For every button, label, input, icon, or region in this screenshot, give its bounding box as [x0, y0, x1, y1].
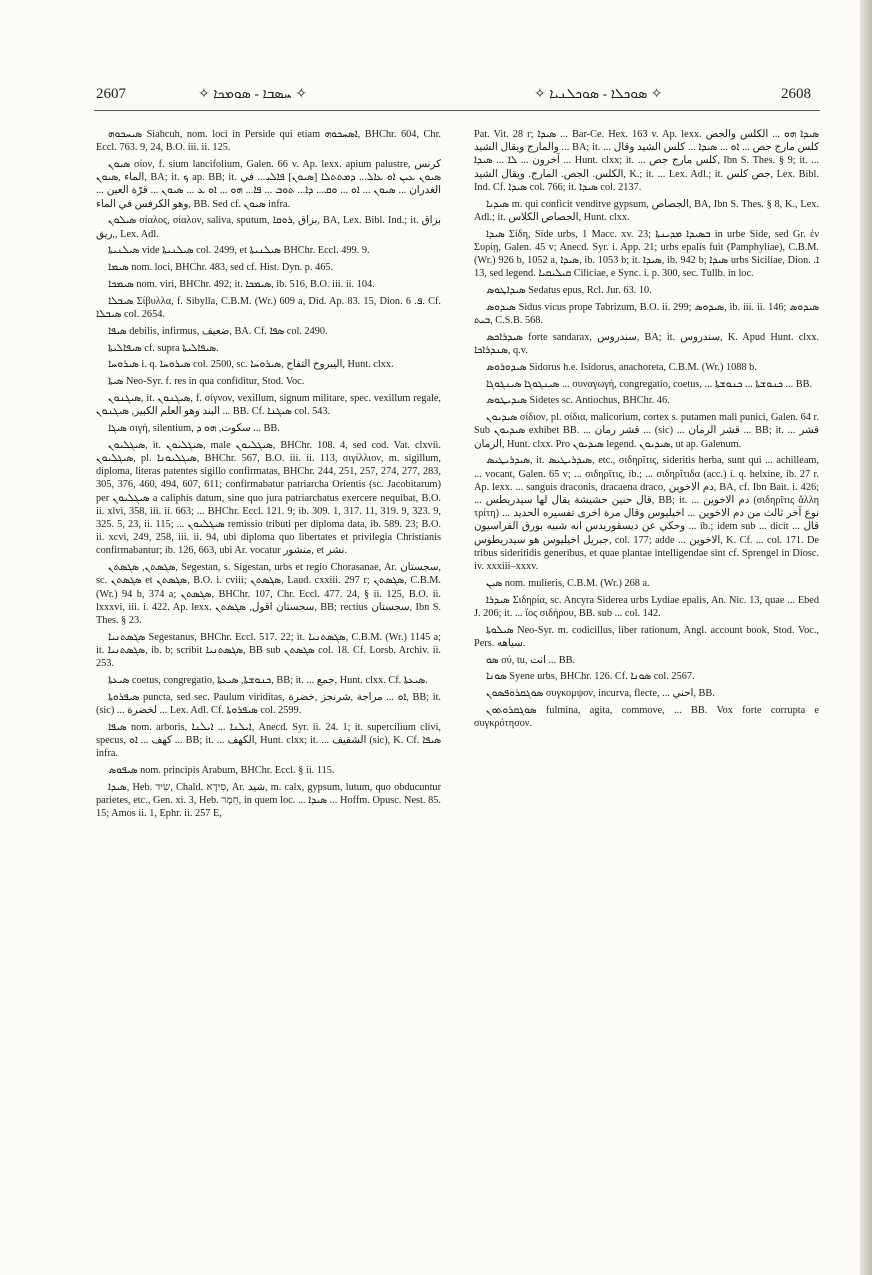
dictionary-entry: ܣܝܢܓܘܓܐ ܣܝܢܓܘܓܐ ... συναγωγή, congregatio, coetus, ... ܟܢܘܫܬܐ ... ܟܢܘܫܬܐ ... BB. [486, 378, 813, 390]
dictionary-entry: ܣܝܓܐ σιγή, silentium, سكوت, ܗܘ ܕ ... BB. [108, 422, 280, 434]
dictionary-entry: ܣܝܘܢ σίον, f. sium lancifolium, Galen. 66 v. Ap. lexx. apium palustre, كرنس الماء ,ܣܝܘܢ, BA; it. ܟ ap. BB; it. ܣܝܘܢ ܥܝܢ ܐܘ ܥܐܠ... ܕܡܬܬܠܐ [ܣܝܘܢ] ܦܐܠܝ... في الغدران ... ܣܝܘܢ ... ܐܘ ... ܘܩ... ܕܐ... ܬܘܒ ... ܦܐ... ܗܘ ... ܐܘ ܥ ... ܣܝܘܢ ... قرّة العين ... وهو الكرفس في الماء, BB. Sed cf. ܣܝܘܢ infra. [96, 159, 441, 210]
dictionary-entry: ܣܝܕܝܛܘܣ Sidetes sc. Antiochus, BHChr. 46. [486, 395, 670, 407]
dictionary-entry: ܣܝܕܐܛܘܣ Sedatus epus, Rcl. Jur. 63. 10. [486, 285, 652, 297]
dictionary-entry: ܣܘܓܩܪܘܬܘܢ fulmina, agita, commove, ... BB. Vox forte corrupta e συγκρότησον. [474, 705, 819, 730]
dictionary-entry: ܣܝܢ nom. mulieris, C.B.M. (Wr.) 268 a. [486, 577, 650, 589]
dictionary-entry: ܣܝܕܪܝܛܝܣ, it. ܣܝܕܪܝܛܝܣ, etc., σιδηρῖτις, sideritis herba, sunt qui ... achilleam, ... vocant, Galen. 65 v; ... σιδηρῖτις, ib.; ... σιδηρῖτιδα (acc.) i. q. helxine, ib. 27 r. Ap. lexx. ... sanguis draconis, dracaena draco, دم الاخوين, BA, cf. Ibn Bait. i. 426; ... قال حنين حشيشة يقال لها سيدريطس, BB; it. ... دم الاخوين (σιδηρῖτις ἄλλη τρίτη) ... نوع آخر ثالث من دم الاخوين ... اخيليوس وقال مرة اخرى تفسيره الحديد وحكي عن ديسقوريدس انه شبيه بورق الفراسيون ... ib.; idem sub ... dicit ... قال جبريل اخيليوس هو سيدريطوس, col. 177; adde ... الاخوين, K. Cf. ... col. 171. De tribus sideritidis generibus, et quae plantae intelligendae sint cf. Sprengel in Diosc. iv. xxxiii–xxxv. [474, 455, 819, 573]
dictionary-entry: ܣܝܦܐ debilis, infirmus, ضعيف, BA. Cf. ܣܦܐ col. 2490. [108, 325, 328, 337]
dictionary-entry: ܣܝܦܪܘܬܐ puncta, sed sec. Paulum viriditas, ܐܘ ... مراجة ,شرنجز ,خضرة, BB; it. (sic) ... لخضرة ... Lex. Adl. Cf. ܣܝܦܪܘܬܐ col. 2599. [96, 691, 441, 717]
dictionary-entry: ܣܝܕܘܣ Sidus vicus prope Tabrizum, B.O. ii. 299; ܣܝܕܘܣ, ib. iii. ii. 146; ܣܝܕܘܣ ܒܝܬ, C.S.B. 568. [474, 301, 819, 327]
dictionary-entry: ܣܝܓܠܝܘܢ, it. ܣܝܓܠܝܘܢ, male ܣܝܓܠܝܘܢ, BHChr. 108. 4, sed cod. Vat. clxvii. ܣܝܓܠܝܘܢ, pl. ܣܝܓܠܝܘܢܐ, BHChr. 567, B.O. iii. ii. 113, σιγίλλιον, m. sigillum, diploma, literas patentes sigillo confirmatas, BHChr. 244, 251, 257, 274, 277, 283, 305, 376, 460, 494, 607, 611; confirmabatur patriarcha Orientis (sc. Jacobitarum) per ܣܝܓܠܝܘܢ a caliphis datum, sine quo jura patriarchatus exercere nequibat, B.O. ii. xlvi, 358, iii. ii. 663; ... BHChr. Eccl. 121. 9; ib. 309. 1, 317. 11, 319. 9, 323. 9, 325. 5, 23, ii. 115; ... ܣܝܓܠܝܘܢ remissio tributi per diploma data, ib. 589. 23; B.O. ii. xcvi, 249, 258, iii. ii. 94, ubi diploma quo libertates et privilegia Christianis confirmabantur; ib. 126, 663, ubi Ar. vocatur منشور, et نشر. [96, 439, 441, 557]
dictionary-entry: ܣܓܣܬܢܝܐ Segestanus, BHChr. Eccl. 517. 22; it. ܣܓܣܬܢܝܐ, C.B.M. (Wr.) 1145 a; it. ܣܓܣܬܢܝܐ, ib. b; scribit ܣܓܣܬܢܝܐ, BB sub ܣܓܣܬܢ col. 18. Cf. Lorsb. Archiv. ii. 253. [96, 631, 441, 670]
dictionary-entry: Pat. Vit. 28 r; ܣܝܕܐ ... Bar-Ce. Hex. 163 v. Ap. lexx. ܣܝܕܐ ܗܘ ... الكلس والجص والمارج ويقال الشيد ... BA; it. ... كلس مارج جص ... ܐܘ ... ܣܝܕܐ ... كلس الشيد وقال آخرون ... ܠܐ ... ܣܝܕܐ ... Hunt. clxx; it. ... كلس مارج جص, Ibn S. Thes. § 9; it. ... الكلس. الجص. المارج. ويقال الشيد, K.; it. ... Lex. Adl.; it. جص كلس, Lex. Bibl. Ind. Cf. ܣܝܕܐ col. 766; it. ܣܝܕܐ col. 2137. [474, 129, 819, 193]
running-title-right: ✧ ܣܘܟܠܐ - ܣܘܟܠܢܝܐ ✧ [534, 87, 663, 102]
page-edge [860, 0, 872, 1275]
dictionary-entry: ܣܝܓܢܘܢ, it. ܣܝܓܢܘܢ, f. σίγνον, vexillum, signum militare, spec. vexillum regale, البند وهو العلم الكبير, ܣܝܓܢܘܢ ... BB. Cf. ܣܝܓܢܐ col. 543. [96, 392, 441, 418]
dictionary-entry: ܣܝܦܐ nom. arboris, ܐܝܠܢܐ ... ܐܝܠܢܐ, Anecd. Syr. ii. 24. 1; it. supercilium clivi, specus, كهف ... ܐܘ ... BB; it. ... الكهف, Hunt. clxx; it. ... الشقيف (sic), K. Cf. ܣܝܦܐ infra. [96, 721, 441, 760]
header-rule [94, 110, 820, 111]
dictionary-entry: ܣܝܠܘܢ σίαλος, σίαλον, saliva, sputum, بزاق ,ܪܘܩܐ, BA, Lex. Bibl. Ind.; it. بزاق ,ريق, Lex. Adl. [96, 215, 441, 240]
dictionary-entry: ܣܝܕܘܪܘܣ Sidorus h.e. Isidorus, anachoreta, C.B.M. (Wr.) 1088 b. [486, 361, 757, 373]
dictionary-entry: ܣܝܡܐ nom. loci, BHChr. 483, sed cf. Hist. Dyn. p. 465. [108, 262, 334, 274]
dictionary-entry: ܣܝܪܘܚܐ i. q. ܣܝܪܘܚܐ col. 2500, sc. اليبروح التفاح ,ܣܝܪܘܚܐ, Hunt. clxx. [108, 359, 394, 371]
dictionary-entry: ܣܝܚܟܘܗ Siahcuh, nom. loci in Perside qui etiam ܐܣܚܟܘܗ, BHChr. 604, Chr. Eccl. 763. 9, 24, B.O. iii. ii. 125. [96, 129, 441, 154]
dictionary-entry: ܣܘܢܐ Syene urbs, BHChr. 126. Cf. ܣܘܢܐ col. 2567. [486, 671, 695, 683]
dictionary-entry: ܣܝܥܬܐ coetus, congregatio, ܟܢܘܫܬܐ, ܣܝܥܬܐ, BB; it. ... جمع, Hunt. clxx. Cf. ܣܝܥܬܐ. [108, 675, 428, 687]
dictionary-entry: ܣܝܦܘܣ nom. principis Arabum, BHChr. Eccl. § ii. 115. [108, 765, 335, 777]
dictionary-entry: ܣܝܠܘܬܐ Neo-Syr. m. codicillus, liber rationum, Angl. account book, Stod. Voc., Pers. سياهه. [474, 624, 819, 649]
dictionary-entry: ܣܝܕܪܐܟܣ forte sandarax, سندروس, BA; it. سندروس, K. Apud Hunt. clxx. ܣܢܕܪܐܟܐ, q.v. [474, 331, 819, 357]
dictionary-entry: ܣܝܕܪܐ Σιδηρία, sc. Ancyra Siderea urbs Lydiae epalis, An. Nic. 13, quae ... Ebed J. 206; it. ... ἴος σιδήρου, BB. sub ... col. 142. [474, 594, 819, 619]
dictionary-entry: ܣܝܬܐ Neo-Syr. f. res in qua confiditur, Stod. Voc. [108, 376, 305, 388]
dictionary-entry: ܣܝܡܟܐ nom. viri, BHChr. 492; it. ܣܝܡܟܐ, ib. 516, B.O. iii. ii. 104. [108, 279, 375, 290]
page-number-right: 2608 [781, 86, 811, 102]
dictionary-entry: ܣܝܠܢܝܬܐ vide ܣܝܠܢܝܬܐ col. 2499, et ܣܝܠܢܝܬܐ BHChr. Eccl. 499. 9. [108, 245, 370, 257]
dictionary-entry: ܣܝܕܝܘܢ σίδιον, pl. σίδια, malicorium, cortex s. putamen mali punici, Galen. 64 r. Sub ܣܝܕܝܘܢ exhibet BB. ... قشر رمان ... (sic) ... قشر الرمان ... BB; it. ... قشر الرمان, Hunt. clxx. Pro ܣܝܕܝܘܢ legend. ܣܝܕܝܘܢ, ut ap. Galenum. [474, 412, 819, 450]
left-column [96, 128, 441, 1248]
dictionary-entry: ܣܝܕܝܐ m. qui conficit venditve gypsum, الجصاص, BA, Ibn S. Thes. § 8, K., Lex. Adl.; it. الجصاص الكلاس, Hunt. clxx. [474, 198, 819, 223]
dictionary-entry: ܣܝܦܐܠܝܬܐ cf. supra ܣܝܦܐܠܝܬܐ. [108, 342, 219, 354]
page-number-left: 2607 [96, 86, 126, 102]
right-column [474, 128, 819, 1248]
dictionary-entry: ܣܝܕܐ Σίδη, Side urbs, 1 Macc. xv. 23; ܒܣܝܕܐ ܡܕܝܢܬܐ in urbe Side, sed Gr. ἐν Συρίῃ, Galen. 45 v; Anecd. Syr. i. App. 21; urbs epalis fuit (Pamphyliae), C.B.M. (Wr.) 926 b, 1052 a, ܣܝܕܐ, ib. 1053 b; it. ܣܝܕܐ, ib. 942 b; ܣܝܕܐ urbs Siciliae, Dion. ܐ. 13, sed legend. ܩܝܠܝܩܝܐ Ciliciae, e Sync. i. p. 300, sec. Tullb. in loc. [474, 228, 819, 280]
dictionary-entry: ܣܓܣܬܢ, ܣܓܣܬܢ, Segestan, s. Sigestan, urbs et regio Chorasanae, Ar. سجستان, sc. ܣܓܣܬܢ et ܣܓܣܬܢ, B.O. i. cviii; ܣܓܣܬܢ, Laud. cxxiii. 297 r; ܣܓܣܬܢ, C.B.M. (Wr.) 94 b, 374 a; ܣܓܣܬܢ, BHChr. 107, Chr. Eccl. 477. 24, § ii. 125, B.O. ii. lxxxvi, iii. i. 422. Ap. lexx. سجستان اقول, ܣܓܣܬܢ, BB; rectius سجستان, Ibn S. Thes. § 23. [96, 562, 441, 627]
page-header [0, 86, 850, 108]
running-title-left: ✧ ܚܣܒܐ - ܣܘܡܟܐ ✧ [198, 87, 308, 102]
dictionary-entry: ܣܝܒܠܐ Σίβυλλα, f. Sibylla, C.B.M. (Wr.) 609 a, Did. Ap. 83. 15, Dion. ܦ. 6. Cf. ܣܝܒܠܐ col. 2654. [96, 295, 441, 320]
dictionary-entry: ܣܘܓܩܪܘܦܣܘܢ συγκομψον, incurva, flecte, ... احني, BB. [486, 688, 715, 700]
dictionary-entry: ܣܝܕܐ, Heb. שִׂיד, Chald. סִידָא, Ar. شيد, m. calx, gypsum, lutum, quo obducuntur parietes, etc., Gen. xi. 3, Heb. חֵמָר, in quem loc. ... ܣܝܕܐ ... Hoffm. Opusc. Nest. 85. 15; Amos ii. 1, Ephr. ii. 257 E, [96, 781, 441, 820]
dictionary-entry: ܣܘ σύ, tu, انت ... BB. [486, 654, 576, 666]
